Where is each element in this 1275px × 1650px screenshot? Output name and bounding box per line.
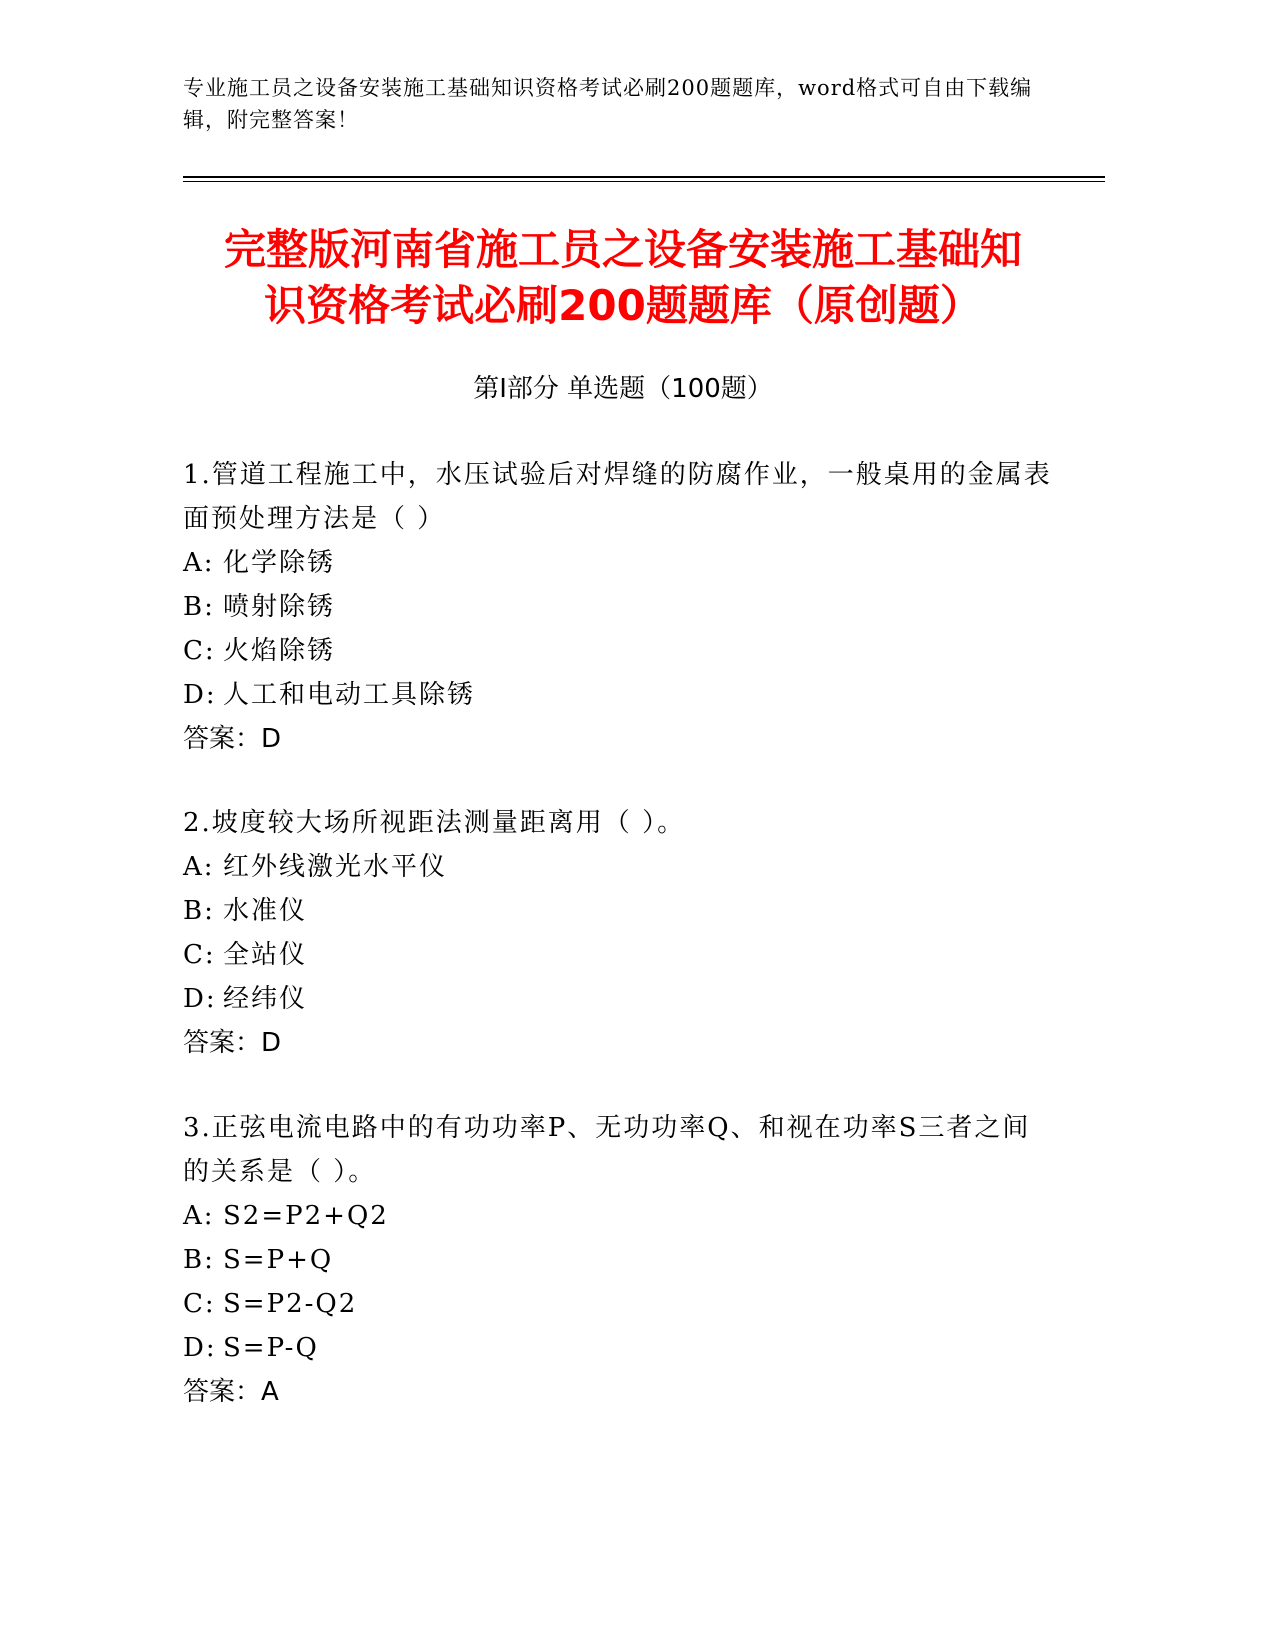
option-letter: D: bbox=[183, 1333, 217, 1363]
option-text: S=P+Q bbox=[223, 1245, 334, 1275]
question-stem: 3.正弦电流电路中的有功功率P、无功功率Q、和视在功率S三者之间的关系是（ ）。 bbox=[183, 1113, 1031, 1187]
option-a bbox=[183, 845, 1053, 889]
option-text: 经纬仪 bbox=[223, 984, 308, 1014]
option-letter: D: bbox=[183, 680, 217, 710]
answer: 答案：D bbox=[183, 724, 282, 754]
option-c bbox=[183, 1282, 1053, 1326]
option-text: S2=P2+Q2 bbox=[223, 1201, 389, 1231]
option-text: 红外线激光水平仪 bbox=[223, 852, 448, 882]
question-1 bbox=[183, 453, 1053, 761]
question-stem: 2.坡度较大场所视距法测量距离用（ ）。 bbox=[183, 808, 686, 838]
document-title-line-1: 完整版河南省施工员之设备安装施工基础知 bbox=[223, 225, 1022, 274]
section-title: 第I部分 单选题（100题） bbox=[473, 374, 773, 404]
option-letter: C: bbox=[183, 940, 216, 970]
option-d bbox=[183, 977, 1053, 1021]
option-text: 全站仪 bbox=[223, 940, 308, 970]
option-letter: D: bbox=[183, 984, 217, 1014]
document-title-line-2: 识资格考试必刷200题题库（原创题） bbox=[264, 281, 982, 330]
option-b bbox=[183, 1238, 1053, 1282]
header-rule-thick bbox=[183, 176, 1105, 178]
option-letter: B: bbox=[183, 896, 215, 926]
question-3 bbox=[183, 1106, 1053, 1414]
option-letter: B: bbox=[183, 1245, 215, 1275]
document-title bbox=[183, 222, 1063, 334]
answer: 答案：D bbox=[183, 1028, 282, 1058]
option-text: 化学除锈 bbox=[223, 548, 336, 578]
option-text: 喷射除锈 bbox=[223, 592, 336, 622]
option-a bbox=[183, 541, 1053, 585]
option-letter: B: bbox=[183, 592, 215, 622]
question-2 bbox=[183, 801, 1053, 1065]
option-letter: C: bbox=[183, 636, 216, 666]
option-letter: A: bbox=[183, 852, 215, 882]
option-text: 火焰除锈 bbox=[223, 636, 336, 666]
option-b bbox=[183, 889, 1053, 933]
option-d bbox=[183, 673, 1053, 717]
header-rule-thin bbox=[183, 181, 1105, 182]
option-text: 人工和电动工具除锈 bbox=[223, 680, 476, 710]
option-b bbox=[183, 585, 1053, 629]
option-c bbox=[183, 933, 1053, 977]
header-note: 专业施工员之设备安装施工基础知识资格考试必刷200题题库，word格式可自由下载编辑，附完整答案！ bbox=[183, 76, 1033, 132]
option-d bbox=[183, 1326, 1053, 1370]
option-text: S=P-Q bbox=[223, 1333, 319, 1363]
answer: 答案：A bbox=[183, 1377, 279, 1407]
option-a bbox=[183, 1194, 1053, 1238]
option-letter: A: bbox=[183, 548, 215, 578]
option-text: 水准仪 bbox=[223, 896, 308, 926]
option-c bbox=[183, 629, 1053, 673]
question-stem: 1.管道工程施工中，水压试验后对焊缝的防腐作业，一般桌用的金属表面预处理方法是（ ） bbox=[183, 460, 1052, 534]
option-letter: C: bbox=[183, 1289, 216, 1319]
option-letter: A: bbox=[183, 1201, 215, 1231]
option-text: S=P2-Q2 bbox=[223, 1289, 358, 1319]
